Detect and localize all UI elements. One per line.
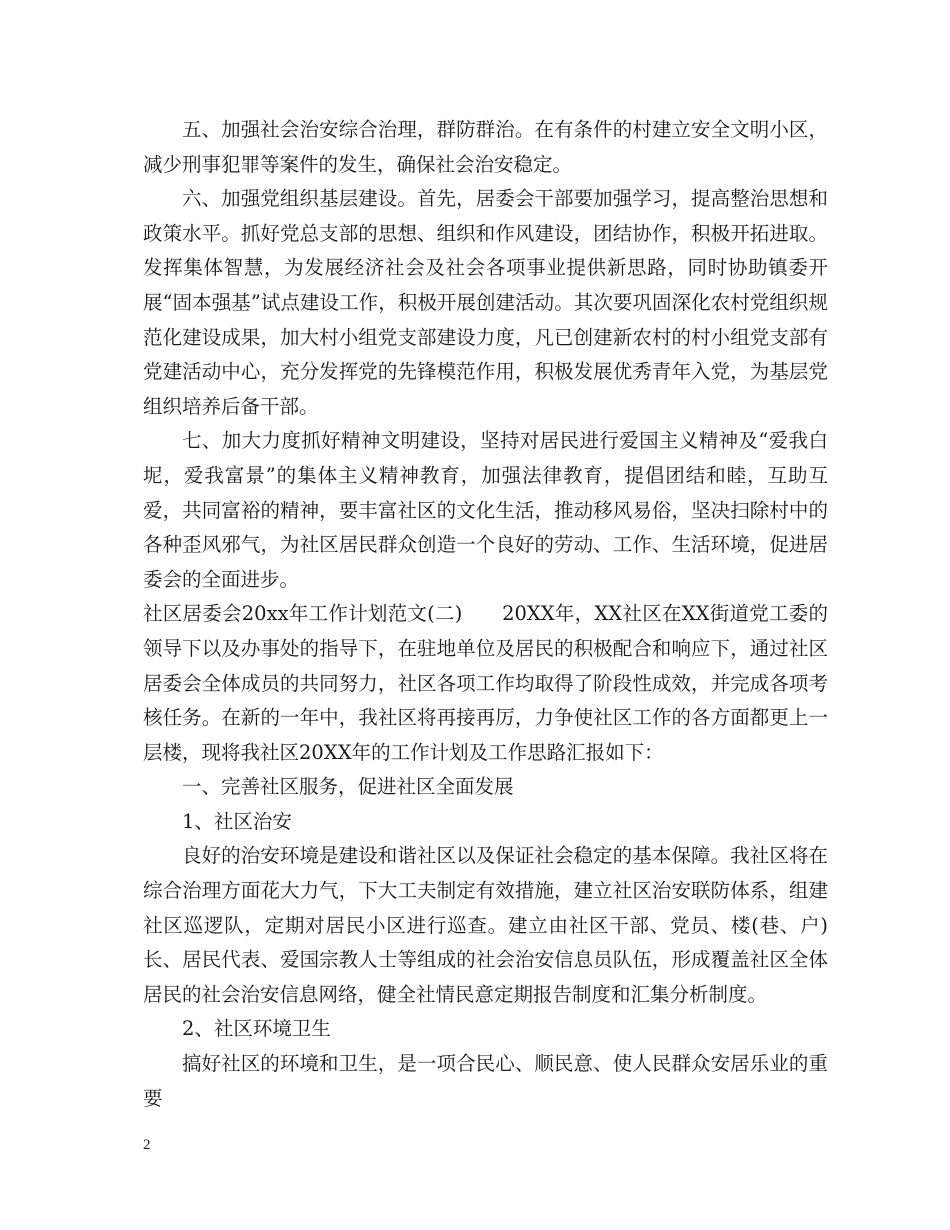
paragraph-environment-hygiene: 搞好社区的环境和卫生，是一项合民心、顺民意、使人民群众安居乐业的重要	[143, 1052, 828, 1110]
paragraph-security-environment: 良好的治安环境是建设和谐社区以及保证社会稳定的基本保障。我社区将在综合治理方面花大力气，下大工夫制定有效措施，建立社区治安联防体系，组建社区巡逻队，定期对居民小区进行巡查。建立由社区干部、党员、楼(巷、户)长、居民代表、爱国宗教人士等组成的社会治安信息员队伍，形成覆盖社区全体居民的社会治安信息网络，健全社情民意定期报告制度和汇集分析制度。	[143, 844, 828, 1006]
paragraph-party-building: 六、加强党组织基层建设。首先，居委会干部要加强学习，提高整治思想和政策水平。抓好党总支部的思想、组织和作风建设，团结协作，积极开拓进取。发挥集体智慧，为发展经济社会及社会各项事业提供新思路，同时协助镇委开展“固本强基”试点建设工作，积极开展创建活动。其次要巩固深化农村党组织规范化建设成果，加大村小组党支部建设力度，凡已创建新农村的村小组党支部有党建活动中心，充分发挥党的先锋模范作用，积极发展优秀青年入党，为基层党组织培养后备干部。	[143, 187, 828, 418]
section-heading-community-service: 一、完善社区服务，促进社区全面发展	[182, 775, 514, 799]
subheading-environment-hygiene: 2、社区环境卫生	[182, 1017, 331, 1041]
subheading-community-security: 1、社区治安	[182, 809, 292, 833]
document-body	[143, 113, 828, 1116]
paragraph-public-security: 五、加强社会治安综合治理，群防群治。在有条件的村建立安全文明小区，减少刑事犯罪等案件的发生，确保社会治安稳定。	[143, 118, 828, 176]
paragraph-spiritual-civilization: 七、加大力度抓好精神文明建设，坚持对居民进行爱国主义精神及“爱我白坭，爱我富景”的集体主义精神教育，加强法律教育，提倡团结和睦，互助互爱，共同富裕的精神，要丰富社区的文化生活，推动移风易俗，坚决扫除村中的各种歪风邪气，为社区居民群众创造一个良好的劳动、工作、生活环境，促进居委会的全面进步。	[143, 429, 828, 591]
page-number: 2	[143, 1137, 151, 1153]
paragraph-work-plan-two: 社区居委会20xx年工作计划范文(二) 20XX年，XX社区在XX街道党工委的领导下以及办事处的指导下，在驻地单位及居民的积极配合和响应下，通过社区居委会全体成员的共同努力，社区各项工作均取得了阶段性成效，并完成各项考核任务。在新的一年中，我社区将再接再厉，力争使社区工作的各方面都更上一层楼，现将我社区20XX年的工作计划及工作思路汇报如下：	[143, 602, 828, 764]
